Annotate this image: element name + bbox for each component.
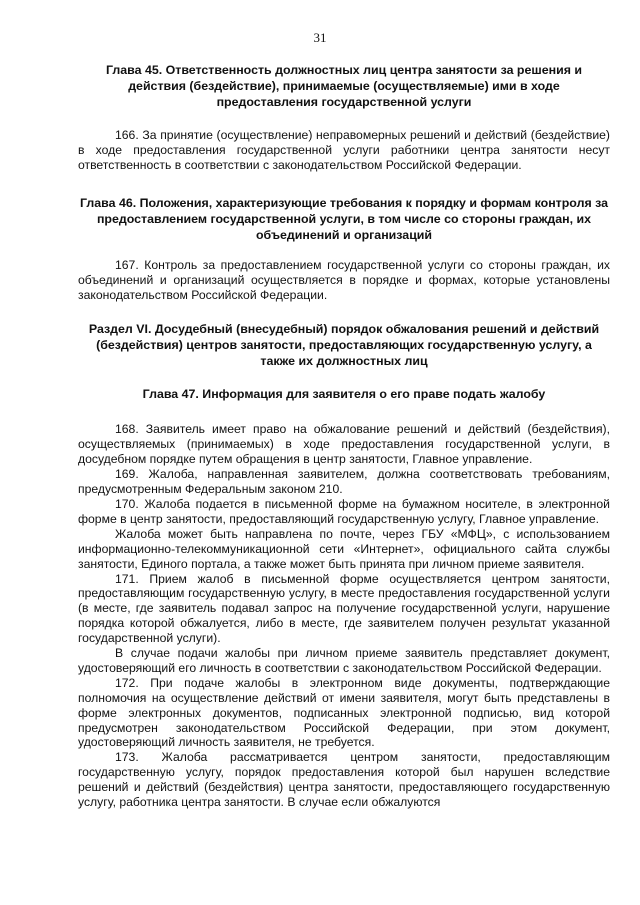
paragraph-166: 166. За принятие (осуществление) неправомерных решений и действий (бездействие) в ходе предоставления государственной услуги работники центра занятости несут ответственность в соответствии с законодательством Российской Федерации. (78, 128, 610, 172)
paragraph-170: 170. Жалоба подается в письменной форме на бумажном носителе, в электронной форме в центр занятости, предоставляющий государственную услугу, Главное управление. (78, 496, 610, 526)
chapter-47-heading: Глава 47. Информация для заявителя о его праве подать жалобу (142, 387, 546, 402)
paragraph-171: 171. Прием жалоб в письменной форме осуществляется центром занятости, предоставляющим государственную услугу, в месте предоставления государственной услуги (в месте, где заявитель подавал запрос на получение государственной услуги, нарушение порядка которой обжалуется, либо в месте, где заявителем получен результат указанной государственной услуги). (78, 571, 610, 646)
chapter-46-heading: Глава 46. Положения, характеризующие требования к порядку и формам контроля за предоставлением государственной услуги, в том числе со стороны граждан, их объединений и организаций (79, 195, 608, 242)
section-6-heading: Раздел VI. Досудебный (внесудебный) порядок обжалования решений и действий (бездействия) центров занятости, предоставляющих государственную услугу, а также их должностных лиц (88, 322, 600, 369)
chapter-45-heading: Глава 45. Ответственность должностных лиц центра занятости за решения и действия (бездействие), принимаемые (осуществляемые) ими в ходе предоставления государственной услуги (106, 63, 582, 109)
paragraph-173: 173. Жалоба рассматривается центром занятости, предоставляющим государственную услугу, порядок предоставления которой был нарушен вследствие решений и действий (бездействия) центра занятости, предоставляющего государственную услугу, работника центра занятости. В случае если обжалуются (78, 750, 610, 810)
paragraph-170-continued: Жалоба может быть направлена по почте, через ГБУ «МФЦ», с использованием информационно-телекоммуникационной сети «Интернет», официального сайта службы занятости, Единого портала, а также может быть принята при личном приеме заявителя. (78, 526, 610, 571)
paragraph-171-continued: В случае подачи жалобы при личном приеме заявитель представляет документ, удостоверяющий его личность в соответствии с законодательством Российской Федерации. (78, 646, 610, 675)
page-content (78, 62, 610, 810)
paragraph-168: 168. Заявитель имеет право на обжалование решений и действий (бездействия), осуществляемых (принимаемых) в ходе предоставления государственной услуги, в досудебном порядке путем обращения в центр занятости, Главное управление. (78, 422, 610, 467)
paragraph-169: 169. Жалоба, направленная заявителем, должна соответствовать требованиям, предусмотренным Федеральным законом 210. (78, 467, 610, 497)
page-number: 31 (313, 30, 327, 45)
paragraph-172: 172. При подаче жалобы в электронном виде документы, подтверждающие полномочия на осуществление действий от имени заявителя, могут быть представлены в форме электронных документов, подписанных электронной подписью, вид которой предусмотрен законодательством Российской Федерации, при этом документ, удостоверяющий личность заявителя, не требуется. (78, 675, 610, 750)
paragraph-167: 167. Контроль за предоставлением государственной услуги со стороны граждан, их объединений и организаций осуществляется в порядке и формах, которые установлены законодательством Российской Федерации. (78, 257, 610, 302)
